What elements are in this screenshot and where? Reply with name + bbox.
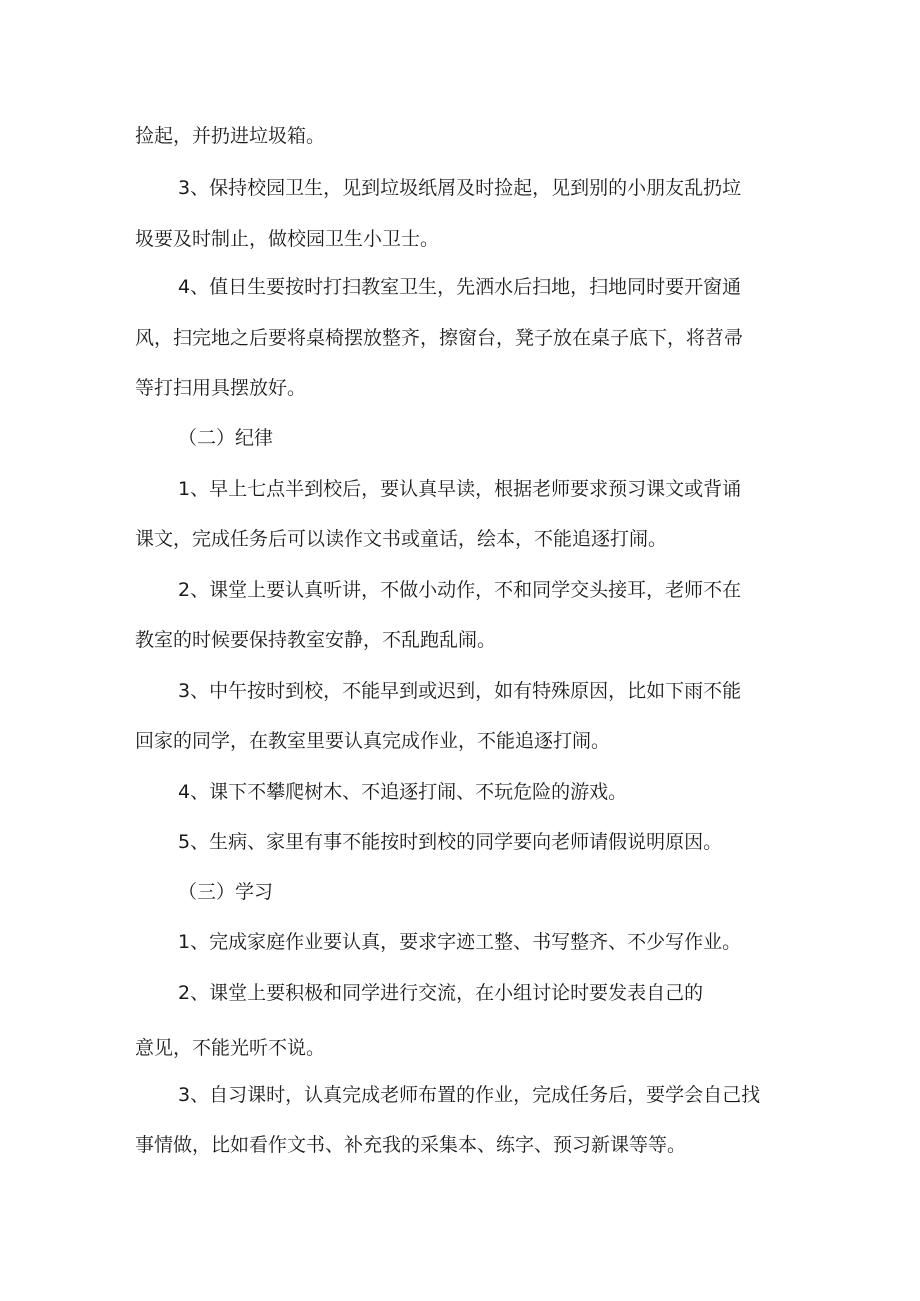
text-line: 4、课下不攀爬树木、不追逐打闹、不玩危险的游戏。 [178, 781, 628, 803]
text-line: 3、中午按时到校，不能早到或迟到，如有特殊原因，比如下雨不能 [178, 680, 742, 702]
text-line: 教室的时候要保持教室安静，不乱跑乱闹。 [135, 629, 497, 651]
section-heading: （二）纪律 [178, 427, 274, 449]
text-line: 2、课堂上要积极和同学进行交流，在小组讨论时要发表自己的 [178, 982, 704, 1004]
text-line: 等打扫用具摆放好。 [135, 377, 307, 399]
text-line: 风，扫完地之后要将桌椅摆放整齐，擦窗台，凳子放在桌子底下，将苕帚 [135, 327, 744, 349]
text-line: 回家的同学，在教室里要认真完成作业，不能追逐打闹。 [135, 730, 611, 752]
text-line: 2、课堂上要认真听讲，不做小动作，不和同学交头接耳，老师不在 [178, 579, 742, 601]
text-line: 5、生病、家里有事不能按时到校的同学要向老师请假说明原因。 [178, 831, 723, 853]
text-line: 事情做，比如看作文书、补充我的采集本、练字、预习新课等等。 [135, 1134, 687, 1156]
text-line: 意见，不能光听不说。 [135, 1037, 326, 1059]
text-line: 课文，完成任务后可以读作文书或童话，绘本，不能追逐打闹。 [135, 528, 668, 550]
text-line: 捡起，并扔进垃圾箱。 [135, 125, 326, 147]
text-line: 3、保持校园卫生，见到垃圾纸屑及时捡起，见到别的小朋友乱扔垃 [178, 177, 742, 199]
section-heading: （三）学习 [178, 881, 274, 903]
text-line: 1、完成家庭作业要认真，要求字迹工整、书写整齐、不少写作业。 [178, 931, 742, 953]
text-line: 3、自习课时，认真完成老师布置的作业，完成任务后，要学会自己找 [178, 1084, 761, 1106]
text-line: 1、早上七点半到校后，要认真早读，根据老师要求预习课文或背诵 [178, 478, 742, 500]
text-line: 圾要及时制止，做校园卫生小卫士。 [135, 228, 440, 250]
text-line: 4、值日生要按时打扫教室卫生，先洒水后扫地，扫地同时要开窗通 [178, 276, 742, 298]
